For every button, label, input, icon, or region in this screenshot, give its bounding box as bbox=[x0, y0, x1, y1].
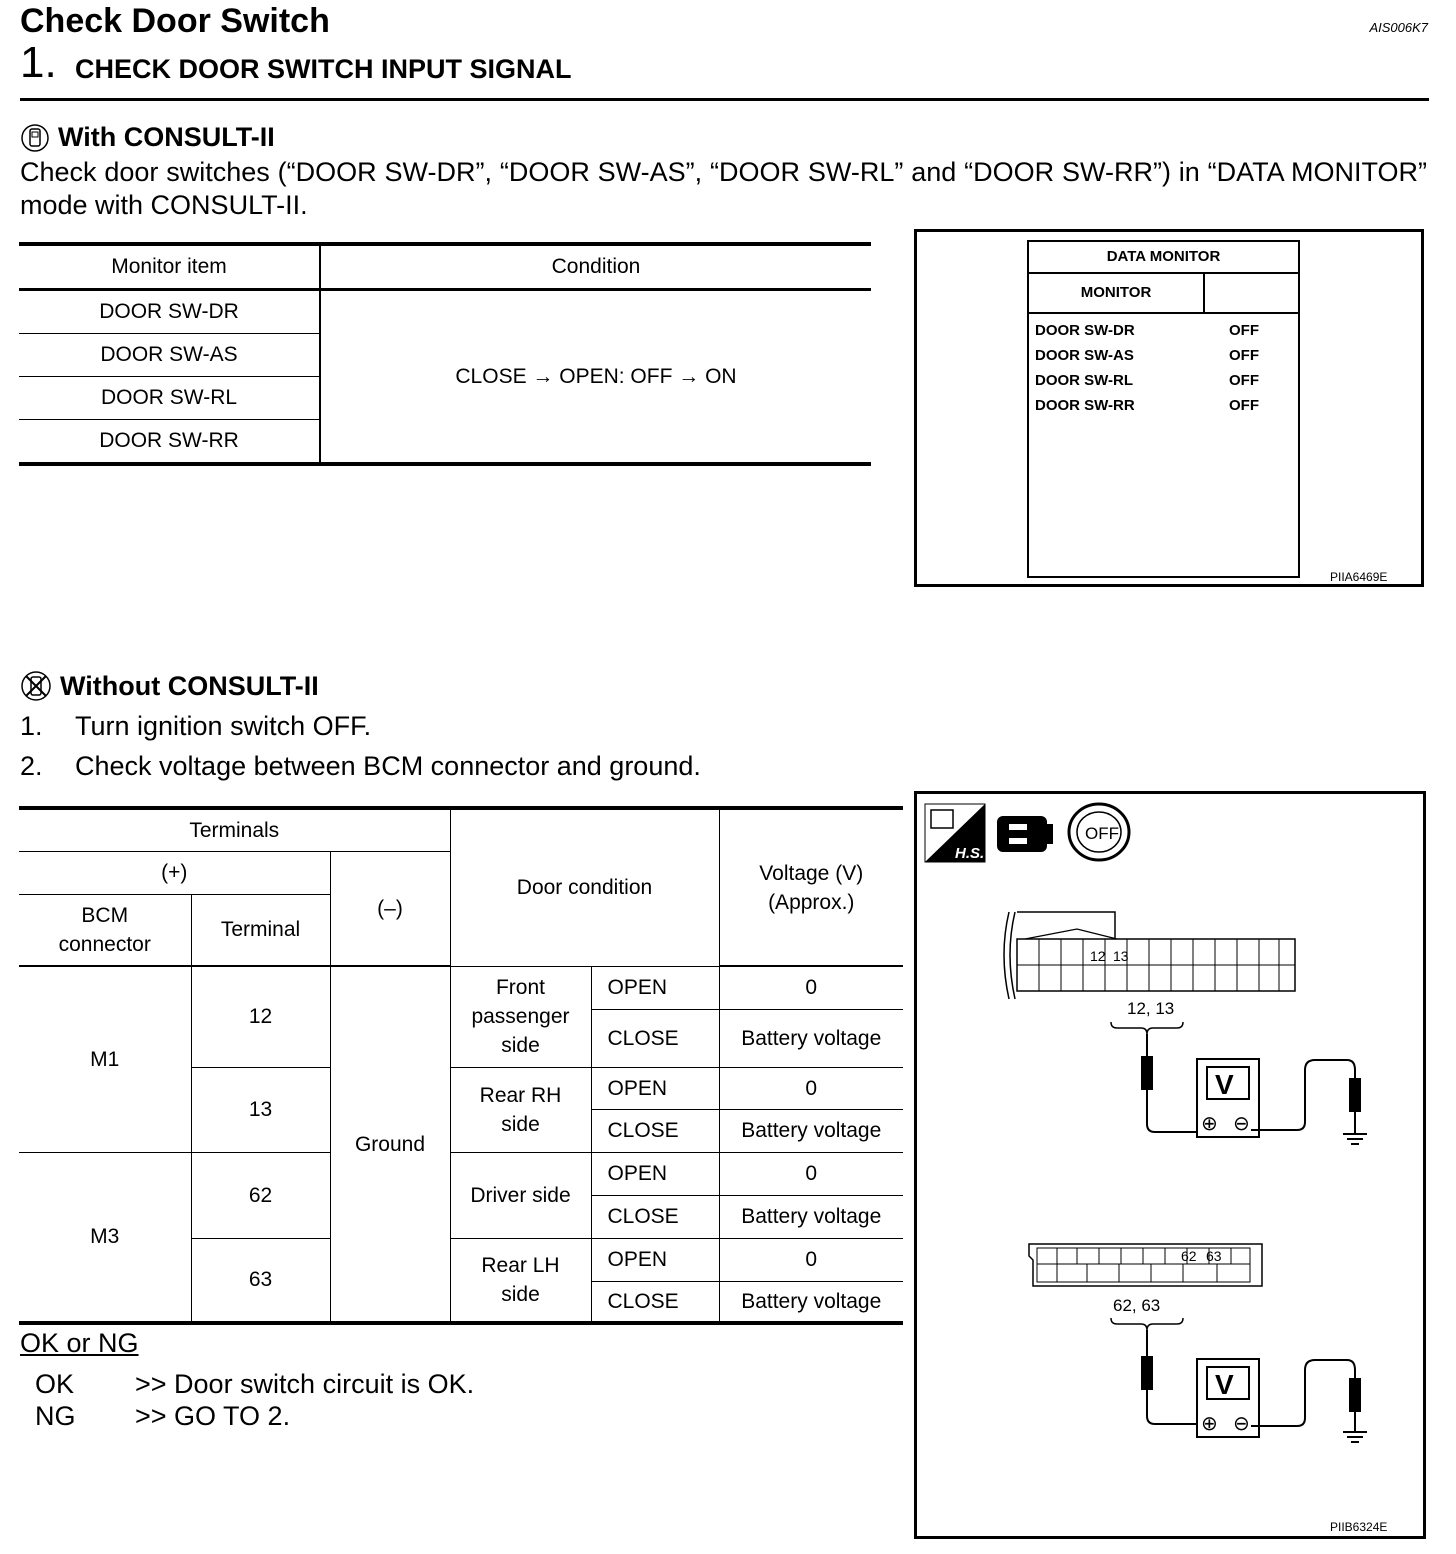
voltage-cell: 0 bbox=[719, 1067, 903, 1109]
document-id: AIS006K7 bbox=[1369, 20, 1428, 35]
voltage-header-text: Voltage (V) (Approx.) bbox=[759, 861, 864, 914]
ignition-off-icon bbox=[1069, 804, 1129, 860]
with-consult-heading bbox=[20, 122, 275, 153]
terminal-header: Terminal bbox=[191, 894, 330, 966]
monitor-item-header: Monitor item bbox=[19, 244, 320, 290]
harness-side-icon bbox=[925, 804, 985, 862]
with-consult-instructions: Check door switches (“DOOR SW-DR”, “DOOR SW-AS”, “DOOR SW-RL” and “DOOR SW-RR”) in “DATA MONITOR” mode with CONSULT-II. bbox=[20, 157, 1427, 220]
state-cell: CLOSE bbox=[591, 1195, 719, 1238]
voltage-cell: 0 bbox=[719, 1152, 903, 1195]
voltage-cell: Battery voltage bbox=[719, 1281, 903, 1323]
step-number: 2. bbox=[20, 751, 43, 781]
header-rule bbox=[20, 98, 1429, 101]
svg-text:63: 63 bbox=[1206, 1248, 1222, 1264]
data-monitor-screen bbox=[1027, 240, 1300, 578]
step-title: CHECK DOOR SWITCH INPUT SIGNAL bbox=[75, 54, 572, 84]
consult-tool-icon bbox=[20, 123, 50, 153]
no-consult-icon bbox=[20, 670, 52, 702]
door-cell bbox=[450, 1238, 591, 1323]
voltage-header bbox=[719, 808, 903, 966]
monitor-row-value: OFF bbox=[1229, 347, 1259, 364]
svg-text:⊕: ⊕ bbox=[1201, 1411, 1218, 1435]
svg-text:⊕: ⊕ bbox=[1201, 1111, 1218, 1135]
terminal-cell: 63 bbox=[191, 1238, 330, 1323]
voltmeter-wiring-1 bbox=[1141, 1034, 1367, 1144]
svg-text:13: 13 bbox=[1113, 948, 1129, 964]
step-number: 1. bbox=[20, 38, 57, 87]
condition-header: Condition bbox=[320, 244, 871, 290]
monitor-row-value: OFF bbox=[1229, 397, 1259, 414]
svg-text:⊖: ⊖ bbox=[1233, 1111, 1250, 1135]
result-heading: OK or NG bbox=[20, 1328, 139, 1358]
door-cell bbox=[450, 1067, 591, 1152]
monitor-item-cell: DOOR SW-DR bbox=[19, 290, 320, 334]
door-cell-text: Front passenger side bbox=[471, 976, 570, 1057]
condition-cell: CLOSE → OPEN: OFF → ON bbox=[455, 364, 737, 388]
door-cell bbox=[450, 966, 591, 1067]
state-cell: OPEN bbox=[591, 1067, 719, 1109]
door-cell-text: Rear LH side bbox=[481, 1253, 560, 1306]
connector-cell: M3 bbox=[19, 1152, 191, 1323]
connector-m1 bbox=[1004, 912, 1295, 1034]
voltmeter-wiring-2 bbox=[1141, 1330, 1367, 1442]
ok-text: >> Door switch circuit is OK. bbox=[135, 1369, 475, 1399]
svg-text:12: 12 bbox=[1090, 948, 1106, 964]
svg-text:62, 63: 62, 63 bbox=[1113, 1296, 1161, 1315]
connector-m3 bbox=[1029, 1244, 1262, 1330]
plus-header: (+) bbox=[19, 851, 330, 894]
voltage-check-figure bbox=[914, 791, 1426, 1539]
state-cell: CLOSE bbox=[591, 1281, 719, 1323]
door-condition-header: Door condition bbox=[450, 808, 719, 966]
state-cell: OPEN bbox=[591, 1238, 719, 1281]
without-consult-heading-text: Without CONSULT-II bbox=[60, 670, 319, 701]
terminals-header: Terminals bbox=[19, 808, 450, 851]
monitor-row-value: OFF bbox=[1229, 322, 1259, 339]
voltage-cell: Battery voltage bbox=[719, 1195, 903, 1238]
with-consult-heading-text: With CONSULT-II bbox=[58, 122, 275, 152]
terminal-cell: 62 bbox=[191, 1152, 330, 1238]
terminal-cell: 12 bbox=[191, 966, 330, 1067]
svg-text:H.S.: H.S. bbox=[955, 845, 985, 862]
ok-label: OK bbox=[35, 1369, 75, 1399]
svg-text:62: 62 bbox=[1181, 1248, 1197, 1264]
state-cell: OPEN bbox=[591, 966, 719, 1009]
figure-id: PIIB6324E bbox=[1330, 1520, 1388, 1534]
data-monitor-title: DATA MONITOR bbox=[1029, 242, 1298, 274]
ng-text: >> GO TO 2. bbox=[135, 1401, 291, 1431]
monitor-item-cell: DOOR SW-AS bbox=[19, 334, 320, 377]
voltage-cell: Battery voltage bbox=[719, 1109, 903, 1152]
bcm-connector-header-text: BCM connector bbox=[58, 903, 151, 956]
svg-text:12, 13: 12, 13 bbox=[1127, 999, 1175, 1018]
step-text: Check voltage between BCM connector and ground. bbox=[75, 751, 701, 781]
connector-cell: M1 bbox=[19, 966, 191, 1152]
page-title: Check Door Switch bbox=[20, 2, 330, 40]
terminal-cell: 13 bbox=[191, 1067, 330, 1152]
disconnect-connector-icon bbox=[997, 816, 1053, 852]
state-cell: OPEN bbox=[591, 1152, 719, 1195]
voltage-cell: 0 bbox=[719, 966, 903, 1009]
monitor-row-name: DOOR SW-AS bbox=[1035, 347, 1134, 364]
monitor-item-cell: DOOR SW-RL bbox=[19, 377, 320, 420]
voltage-check-table bbox=[19, 806, 903, 1325]
monitor-row-value: OFF bbox=[1229, 372, 1259, 389]
bcm-connector-header bbox=[19, 894, 191, 966]
svg-text:⊖: ⊖ bbox=[1233, 1411, 1250, 1435]
monitor-row-name: DOOR SW-RL bbox=[1035, 372, 1134, 389]
monitor-row-name: DOOR SW-DR bbox=[1035, 322, 1135, 339]
svg-text:OFF: OFF bbox=[1085, 824, 1119, 843]
door-cell: Driver side bbox=[450, 1152, 591, 1238]
figure-id: PIIA6469E bbox=[1330, 570, 1388, 584]
monitor-column-label: MONITOR bbox=[1029, 274, 1205, 312]
door-cell-text: Rear RH side bbox=[479, 1083, 562, 1136]
state-cell: CLOSE bbox=[591, 1109, 719, 1152]
svg-text:V: V bbox=[1215, 1069, 1234, 1100]
step-text: Turn ignition switch OFF. bbox=[75, 711, 372, 741]
voltage-cell: 0 bbox=[719, 1238, 903, 1281]
monitor-item-table bbox=[19, 242, 871, 466]
voltage-cell: Battery voltage bbox=[719, 1009, 903, 1067]
monitor-row-name: DOOR SW-RR bbox=[1035, 397, 1135, 414]
svg-text:V: V bbox=[1215, 1369, 1234, 1400]
without-consult-heading bbox=[20, 670, 319, 702]
state-cell: CLOSE bbox=[591, 1009, 719, 1067]
minus-header: (–) bbox=[330, 851, 450, 966]
ground-cell: Ground bbox=[330, 966, 450, 1323]
step-number: 1. bbox=[20, 711, 43, 741]
monitor-item-cell: DOOR SW-RR bbox=[19, 420, 320, 465]
voltage-check-diagram bbox=[917, 794, 1423, 1536]
ng-label: NG bbox=[35, 1401, 76, 1431]
